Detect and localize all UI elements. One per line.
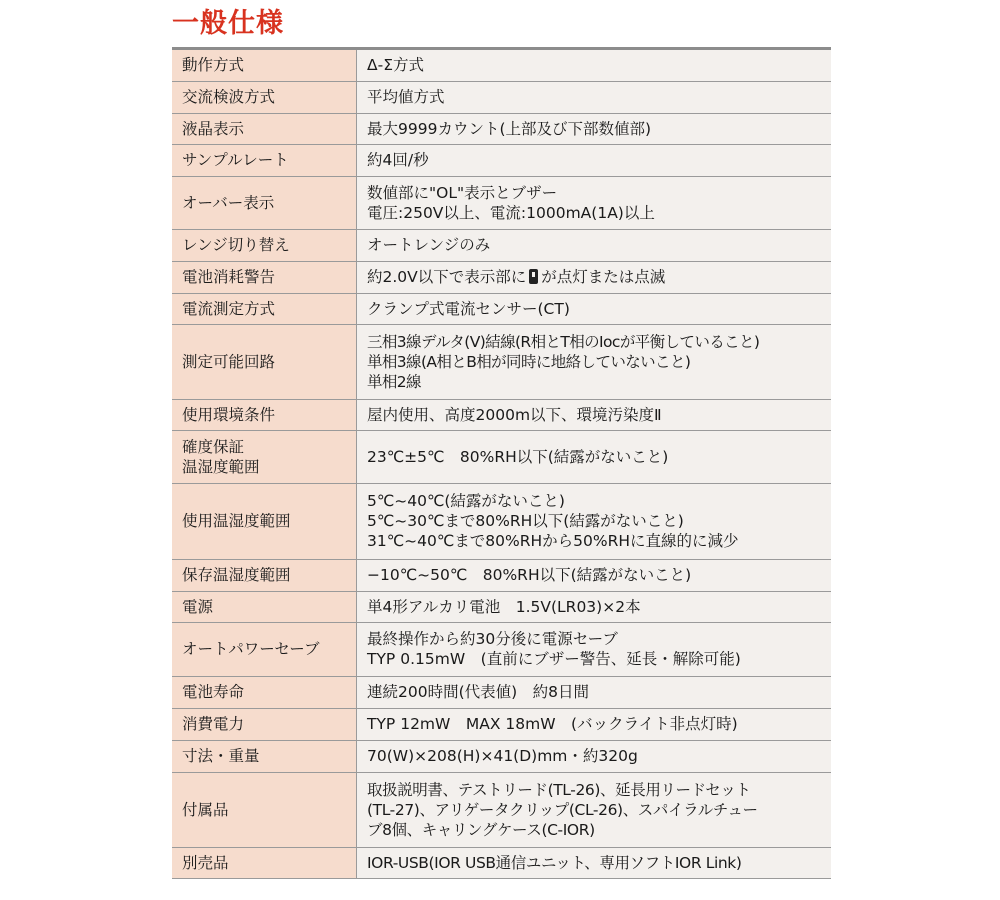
row-value: 屋内使用、高度2000m以下、環境汚染度Ⅱ (357, 399, 832, 430)
row-value: 平均値方式 (357, 81, 832, 113)
table-row (172, 81, 831, 113)
table-row (172, 559, 831, 591)
row-value: 約2.0V以下で表示部に が点灯または点滅 (357, 261, 832, 293)
table-row (172, 324, 831, 399)
row-value: 三相3線デルタ(V)結線(R相とT相のIocが平衡していること) 単相3線(A相とB相が同時に地絡していないこと) 単相2線 (357, 324, 832, 399)
table-row (172, 676, 831, 708)
row-value: 最大9999カウント(上部及び下部数値部) (357, 113, 832, 144)
row-label: 寸法・重量 (172, 740, 357, 772)
row-label: 電源 (172, 591, 357, 622)
row-label: 保存温湿度範囲 (172, 559, 357, 591)
row-label: 電流測定方式 (172, 293, 357, 324)
table-row (172, 229, 831, 261)
table-row (172, 591, 831, 622)
table-row (172, 113, 831, 144)
table-row (172, 176, 831, 229)
row-label: 消費電力 (172, 708, 357, 740)
row-value: オートレンジのみ (357, 229, 832, 261)
row-value: 70(W)×208(H)×41(D)mm・約320g (357, 740, 832, 772)
row-value: 23℃±5℃ 80%RH以下(結露がないこと) (357, 430, 832, 483)
spec-table (172, 50, 831, 879)
row-value: −10℃~50℃ 80%RH以下(結露がないこと) (357, 559, 832, 591)
row-label: 電池寿命 (172, 676, 357, 708)
table-row (172, 261, 831, 293)
row-value: 5℃~40℃(結露がないこと) 5℃~30℃まで80%RH以下(結露がないこと) 31℃~40℃まで80%RHから50%RHに直線的に減少 (357, 483, 832, 559)
table-row (172, 708, 831, 740)
table-row (172, 772, 831, 847)
row-label: サンプルレート (172, 144, 357, 176)
row-value: 連続200時間(代表値) 約8日間 (357, 676, 832, 708)
battery-icon (529, 269, 538, 284)
table-row (172, 399, 831, 430)
table-row (172, 847, 831, 878)
row-value: Δ-Σ方式 (357, 50, 832, 81)
table-row (172, 50, 831, 81)
row-value: 最終操作から約30分後に電源セーブ TYP 0.15mW (直前にブザー警告、延長・解除可能) (357, 622, 832, 676)
row-label: オーバー表示 (172, 176, 357, 229)
table-row (172, 430, 831, 483)
row-label: 付属品 (172, 772, 357, 847)
row-value: TYP 12mW MAX 18mW (バックライト非点灯時) (357, 708, 832, 740)
table-row (172, 622, 831, 676)
row-label: 使用環境条件 (172, 399, 357, 430)
row-value: 単4形アルカリ電池 1.5V(LR03)×2本 (357, 591, 832, 622)
row-value: 約4回/秒 (357, 144, 832, 176)
row-label: 使用温湿度範囲 (172, 483, 357, 559)
page-title: 一般仕様 (172, 8, 284, 39)
row-label: 液晶表示 (172, 113, 357, 144)
table-row (172, 293, 831, 324)
row-value: IOR-USB(IOR USB通信ユニット、専用ソフトIOR Link) (357, 847, 832, 878)
row-value: 取扱説明書、テストリード(TL-26)、延長用リードセット (TL-27)、アリゲータクリップ(CL-26)、スパイラルチュー ブ8個、キャリングケース(C-IOR) (357, 772, 832, 847)
row-label: 測定可能回路 (172, 324, 357, 399)
row-label: 電池消耗警告 (172, 261, 357, 293)
row-label: レンジ切り替え (172, 229, 357, 261)
row-label: 別売品 (172, 847, 357, 878)
row-label: 確度保証 温湿度範囲 (172, 430, 357, 483)
table-row (172, 483, 831, 559)
table-row (172, 144, 831, 176)
row-value: 数値部に"OL"表示とブザー 電圧:250V以上、電流:1000mA(1A)以上 (357, 176, 832, 229)
table-row (172, 740, 831, 772)
row-label: 動作方式 (172, 50, 357, 81)
row-label: 交流検波方式 (172, 81, 357, 113)
row-label: オートパワーセーブ (172, 622, 357, 676)
row-value: クランプ式電流センサー(CT) (357, 293, 832, 324)
